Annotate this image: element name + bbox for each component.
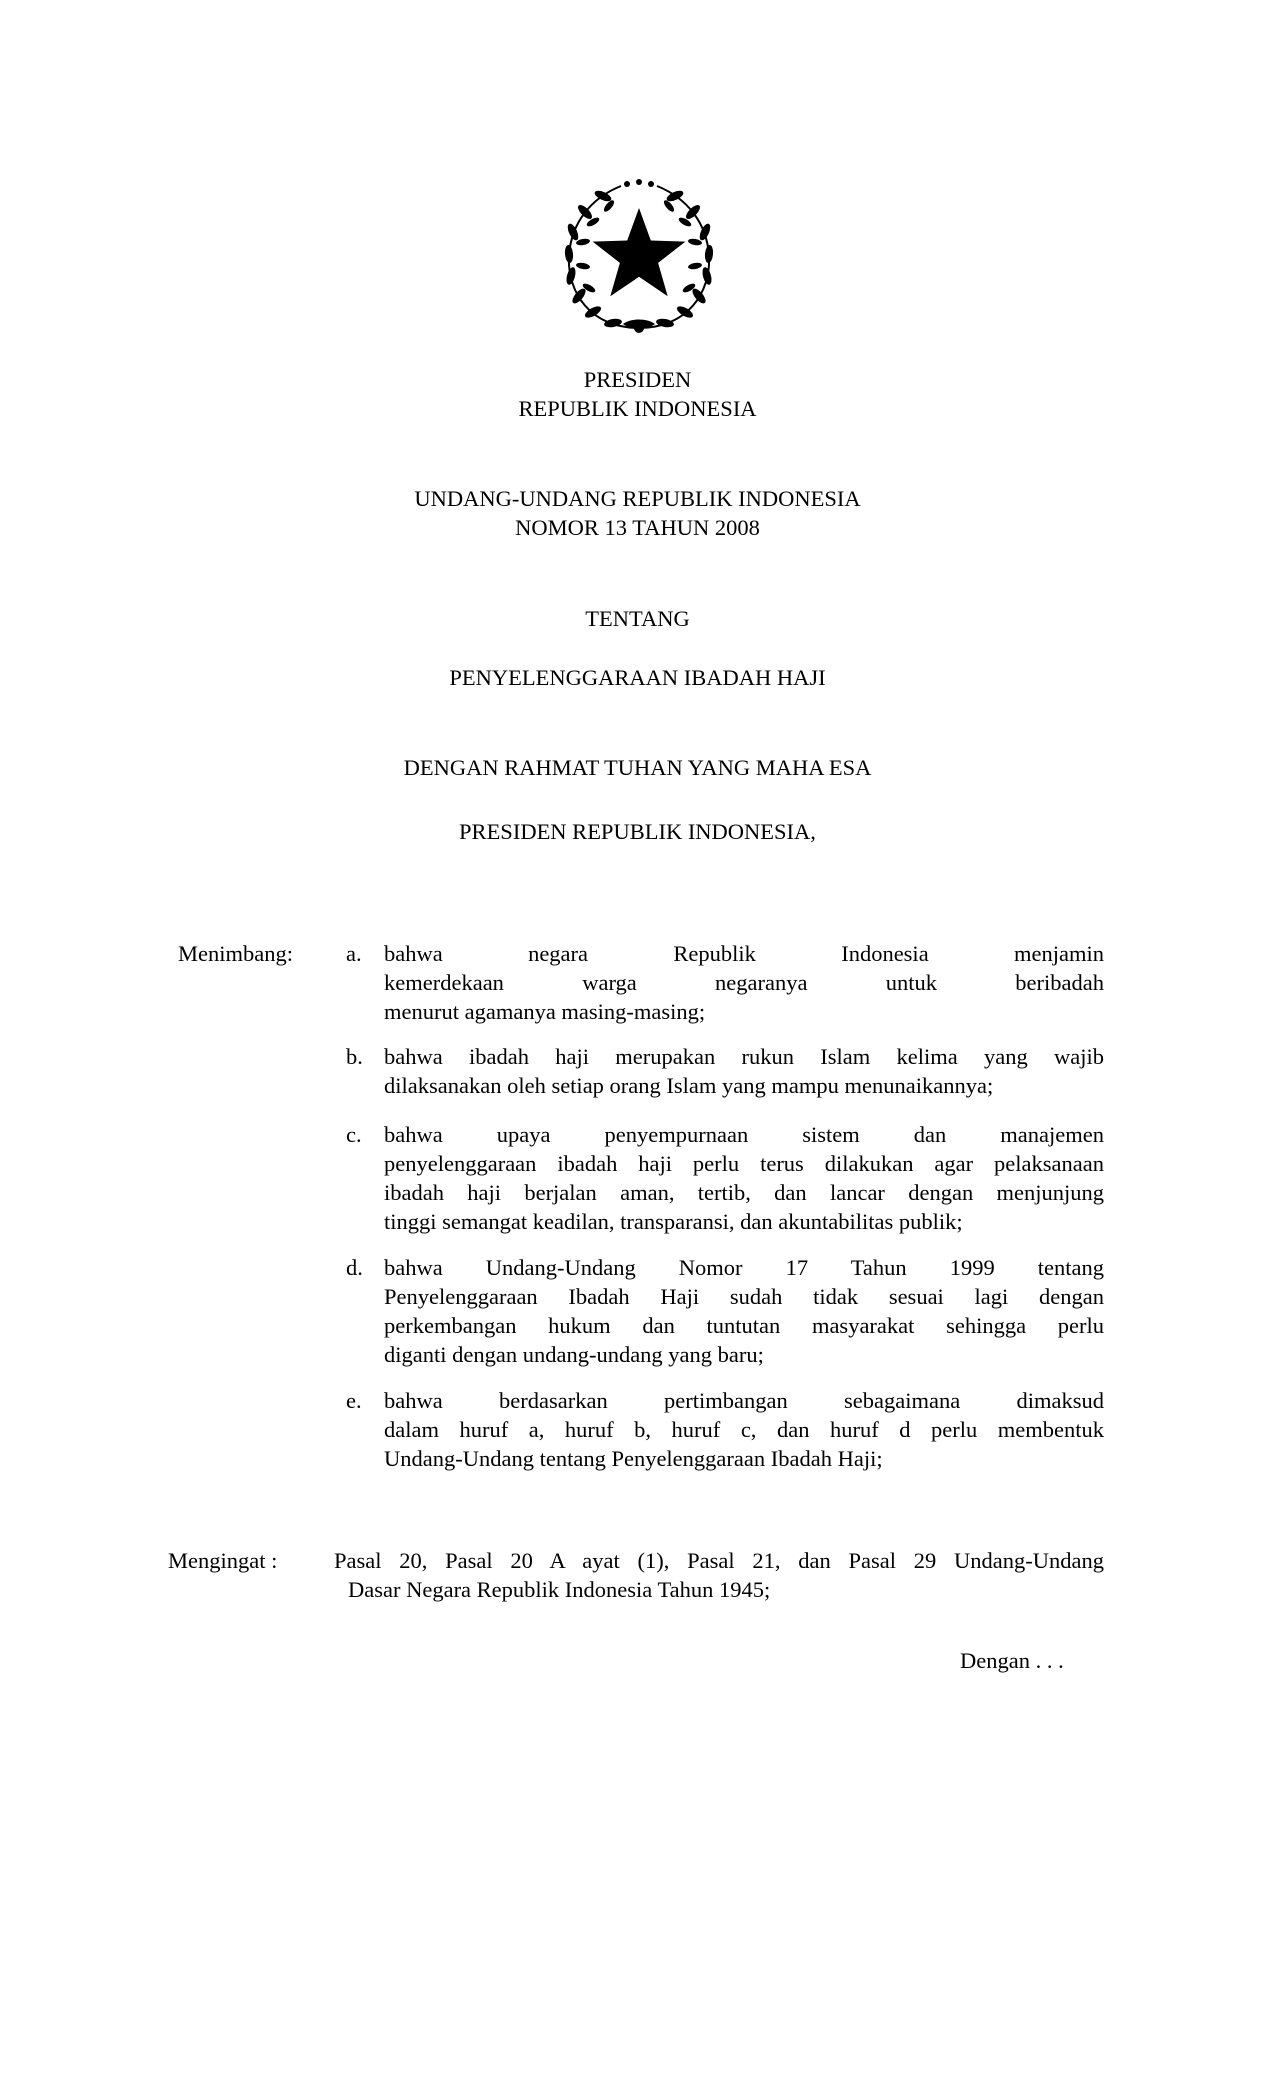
item-line: dalam huruf a, huruf b, huruf c, dan huruf d perlu membentuk xyxy=(384,1417,1104,1442)
tentang-label: TENTANG xyxy=(585,606,690,631)
item-line: ibadah haji berjalan aman, tertib, dan lancar dengan menjunjung xyxy=(384,1180,1104,1205)
item-line: menurut agamanya masing-masing; xyxy=(384,999,706,1024)
item-marker: e. xyxy=(346,1388,362,1413)
mengingat-line: Pasal 20, Pasal 20 A ayat (1), Pasal 21, dan Pasal 29 Undang-Undang xyxy=(334,1548,1104,1573)
item-line: bahwa berdasarkan pertimbangan sebagaimana dimaksud xyxy=(384,1388,1104,1413)
menimbang-item-a xyxy=(346,939,1104,1026)
law-title-line1: UNDANG-UNDANG REPUBLIK INDONESIA xyxy=(414,486,861,511)
issuer-office-heading xyxy=(0,365,1275,423)
mengingat-label: Mengingat : xyxy=(168,1548,278,1573)
menimbang-item-b xyxy=(346,1042,1104,1100)
item-line: diganti dengan undang-undang yang baru; xyxy=(384,1342,764,1367)
menimbang-item-e xyxy=(346,1386,1104,1473)
mengingat-line: Dasar Negara Republik Indonesia Tahun 1945; xyxy=(348,1577,771,1602)
item-line: bahwa ibadah haji merupakan rukun Islam kelima yang wajib xyxy=(384,1044,1104,1069)
law-title xyxy=(0,484,1275,542)
item-marker: a. xyxy=(346,941,362,966)
item-marker: d. xyxy=(346,1255,363,1280)
item-marker: c. xyxy=(346,1122,362,1147)
page-catchword: Dengan . . . xyxy=(960,1648,1064,1673)
garuda-star-wreath-emblem xyxy=(561,178,717,336)
item-line: kemerdekaan warga negaranya untuk beribadah xyxy=(384,970,1104,995)
item-marker: b. xyxy=(346,1044,363,1069)
office-line-presiden: PRESIDEN xyxy=(583,367,692,392)
item-line: bahwa upaya penyempurnaan sistem dan manajemen xyxy=(384,1122,1104,1147)
mengingat-text xyxy=(334,1546,1104,1604)
item-line: perkembangan hukum dan tuntutan masyarakat sehingga perlu xyxy=(384,1313,1104,1338)
item-line: bahwa Undang-Undang Nomor 17 Tahun 1999 tentang xyxy=(384,1255,1104,1280)
law-number-line: NOMOR 13 TAHUN 2008 xyxy=(515,515,760,540)
menimbang-item-c xyxy=(346,1120,1104,1236)
item-line: Penyelenggaraan Ibadah Haji sudah tidak sesuai lagi dengan xyxy=(384,1284,1104,1309)
item-line: bahwa negara Republik Indonesia menjamin xyxy=(384,941,1104,966)
blessing-line: DENGAN RAHMAT TUHAN YANG MAHA ESA xyxy=(403,755,872,780)
item-line: Undang-Undang tentang Penyelenggaraan Ibadah Haji; xyxy=(384,1446,883,1471)
menimbang-item-d xyxy=(346,1253,1104,1369)
item-line: tinggi semangat keadilan, transparansi, dan akuntabilitas publik; xyxy=(384,1209,963,1234)
menimbang-label: Menimbang: xyxy=(178,941,293,966)
office-line-republik: REPUBLIK INDONESIA xyxy=(518,396,757,421)
item-line: penyelenggaraan ibadah haji perlu terus dilakukan agar pelaksanaan xyxy=(384,1151,1104,1176)
issuer-line: PRESIDEN REPUBLIK INDONESIA, xyxy=(459,819,816,844)
item-line: dilaksanakan oleh setiap orang Islam yang mampu menunaikannya; xyxy=(384,1073,994,1098)
law-subject: PENYELENGGARAAN IBADAH HAJI xyxy=(449,665,826,690)
